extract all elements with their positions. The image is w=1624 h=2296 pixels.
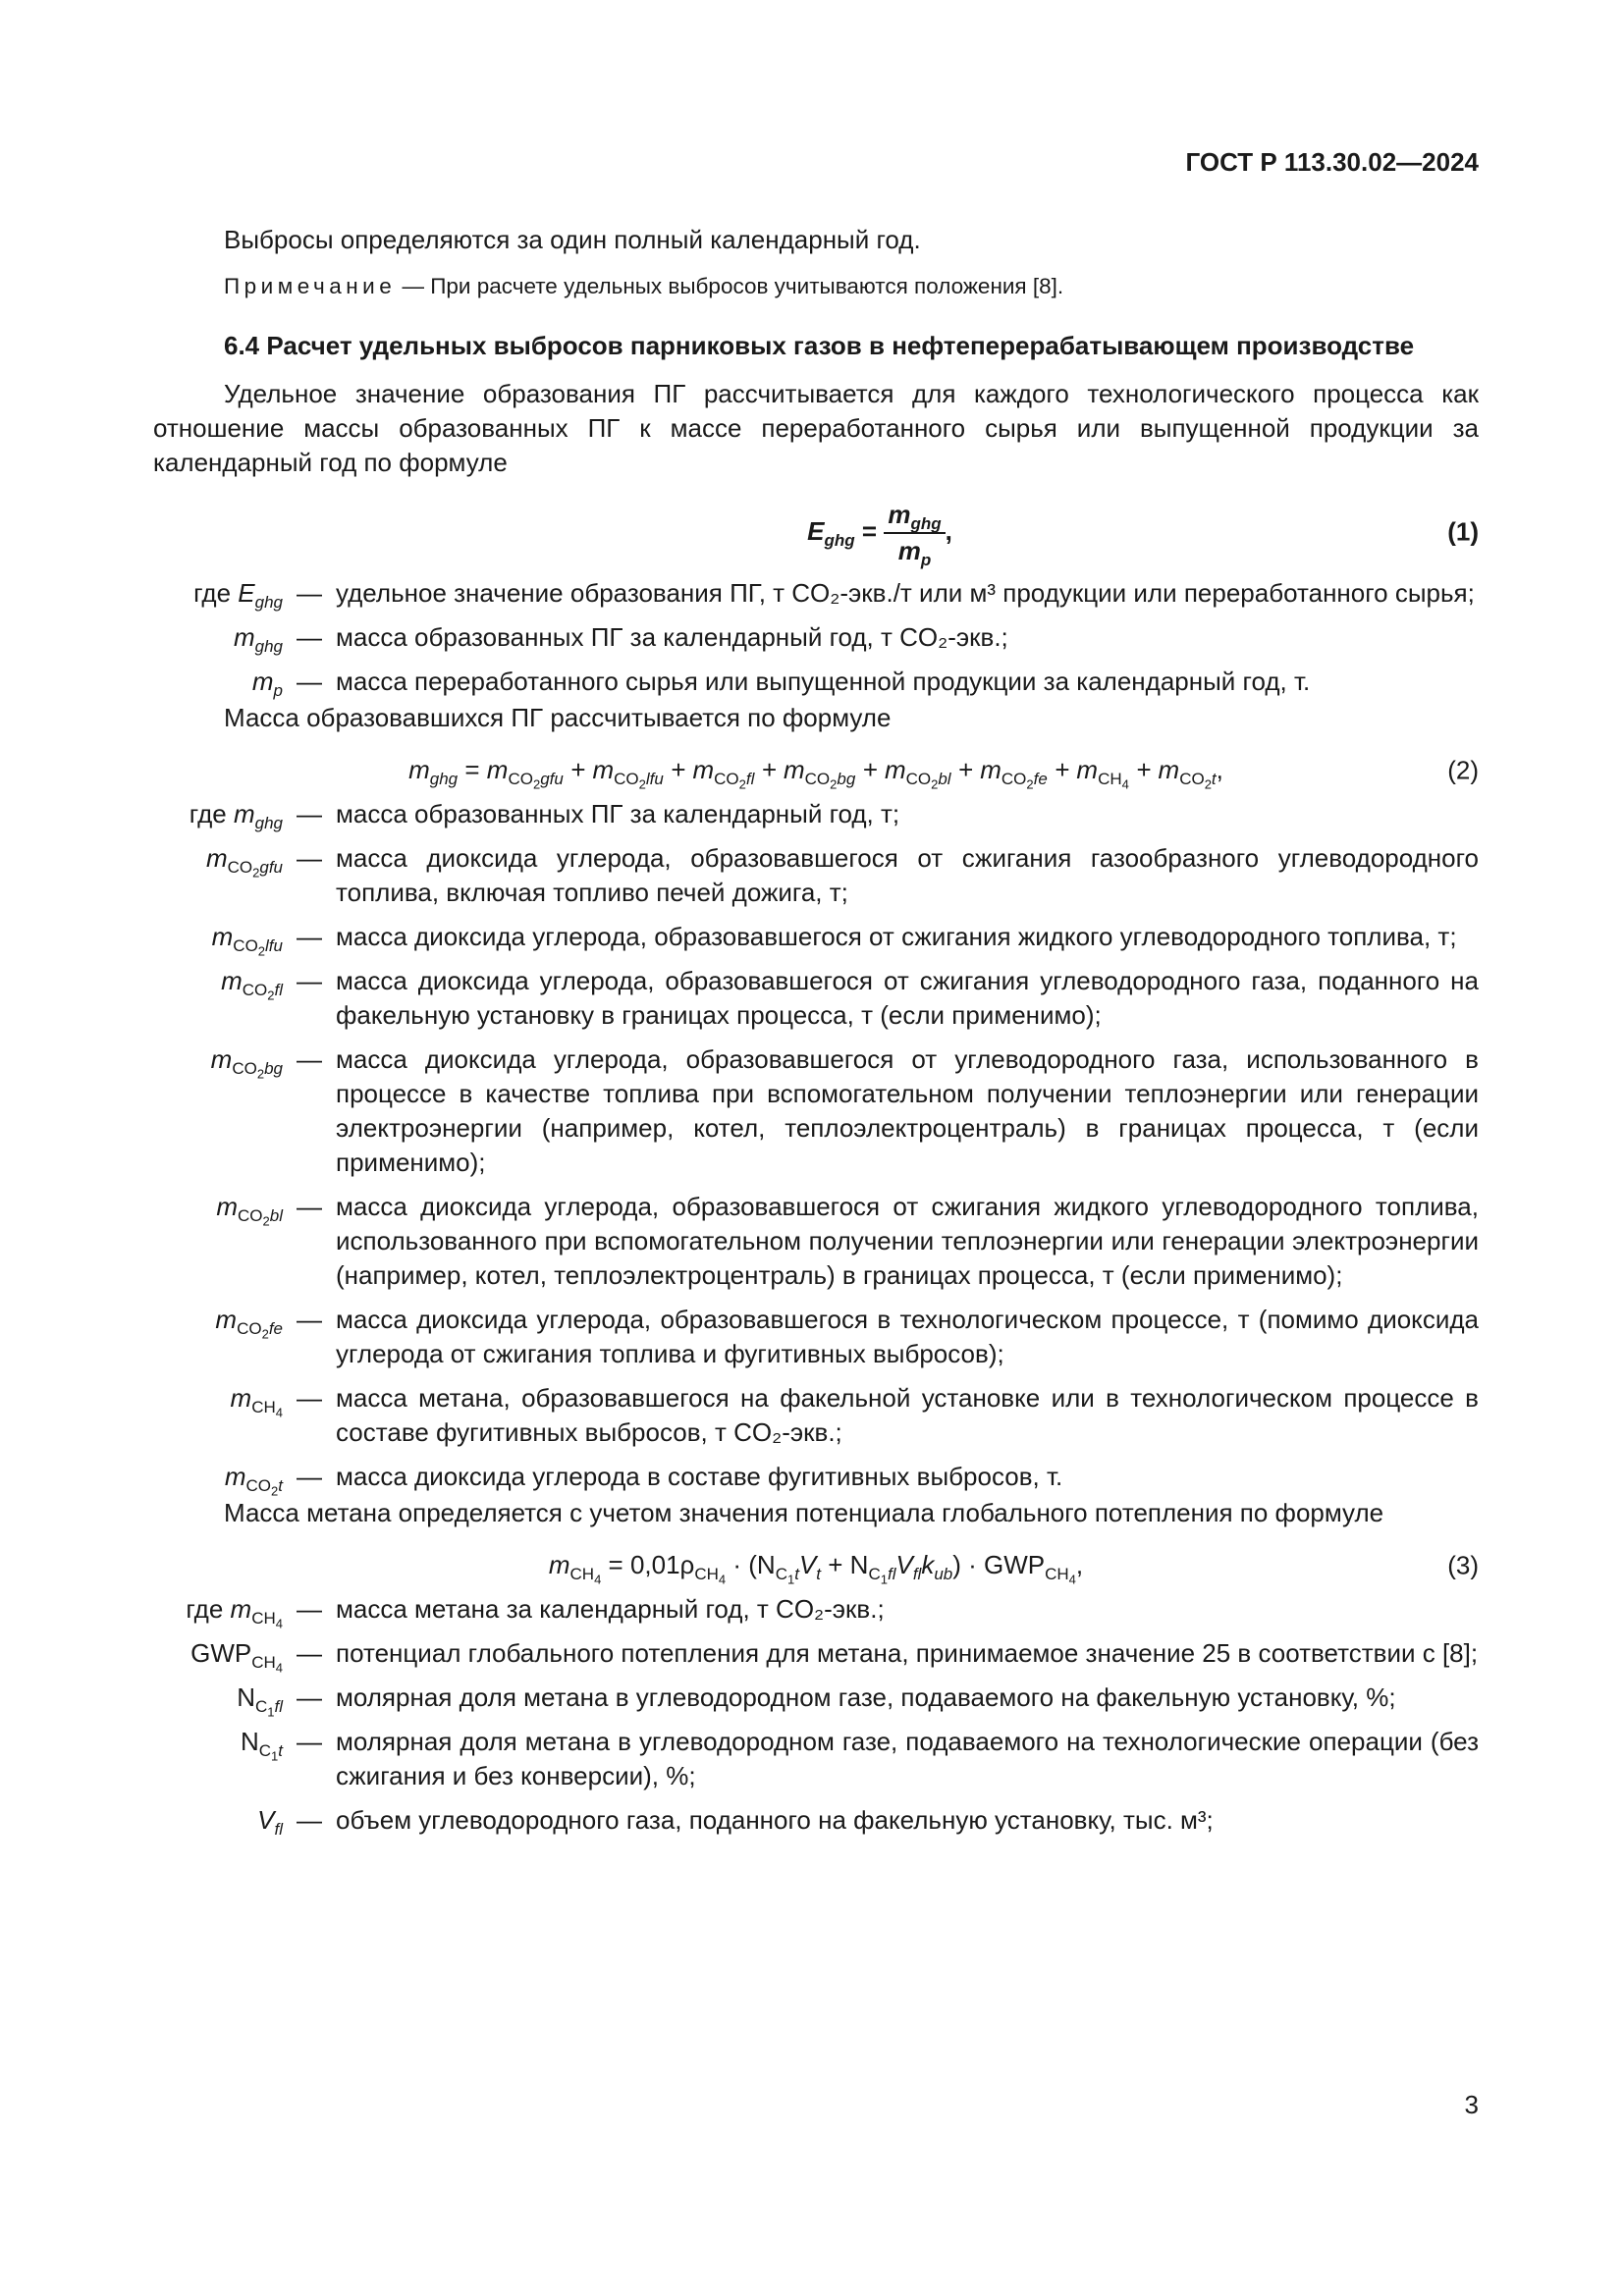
definition-row: $m_{CO_2fe}$ — масса диоксида углерода, образовавшегося в технологическом процессе, т (помимо диоксида углерода от сжигания топлива и фугитивных выбросов); xyxy=(215,1305,1479,1368)
note xyxy=(153,269,1479,303)
definition-row: где $m_{ghg}$ — масса образованных ПГ за календарный год, т; xyxy=(189,799,900,833)
paragraph-2: Масса образовавшихся ПГ рассчитывается по формуле xyxy=(224,703,892,732)
definition-row: $N_{C_1t}$ — молярная доля метана в углеводородном газе, подаваемого на технологические операции (без сжигания и без конверсии), %; xyxy=(240,1727,1479,1790)
definitions-3 xyxy=(153,1592,1479,1838)
definition-row: $m_{CO_2gfu}$ — масса диоксида углерода, образовавшегося от сжигания газообразного углеводородного топлива, включая топливо печей дожига, т; xyxy=(205,843,1479,907)
formula-3-number: (3) xyxy=(1447,1550,1479,1579)
formula-1: $E_{ghg}$ = $\frac{m_{ghg}}{m_p}$ , (1) xyxy=(807,500,1479,570)
definition-row: $m_{CO_2t}$ — масса диоксида углерода в составе фугитивных выбросов, т. xyxy=(224,1462,1063,1499)
note-label: Примечание xyxy=(224,274,397,298)
formula-2-number: (2) xyxy=(1447,755,1479,784)
definition-row: $V_{fl}$ — объем углеводородного газа, поданного на факельную установку, тыс. м³; xyxy=(257,1805,1214,1840)
definitions-2 xyxy=(153,797,1479,1499)
definition-row: $m_{CO_2bl}$ — масса диоксида углерода, образовавшегося от сжигания жидкого углеводородного топлива, использованного при вспомогательном получении теплоэнергии или генерации электроэнергии (например, котел, теплоэлектроцентраль) в границах процесса, т (если применимо); xyxy=(216,1192,1479,1290)
definition-row: $m_p$ — масса переработанного сырья или выпущенной продукции за календарный год, т. xyxy=(251,667,1311,701)
definition-row: $m_{CH_4}$ — масса метана, образовавшегося на факельной установке или в технологическом процессе в составе фугитивных выбросов, т CO₂-экв.; xyxy=(230,1383,1479,1447)
definition-row: $m_{ghg}$ — масса образованных ПГ за календарный год, т CO₂-экв.; xyxy=(233,622,1008,657)
paragraph-3: Масса метана определяется с учетом значения потенциала глобального потепления по формуле xyxy=(224,1498,1384,1527)
note-text: — При расчете удельных выбросов учитываются положения [8]. xyxy=(396,274,1064,298)
page-content xyxy=(153,223,1479,1847)
definition-row: $N_{C_1fl}$ — молярная доля метана в углеводородном газе, подаваемого на факельную установку, %; xyxy=(237,1682,1396,1720)
intro-sentence: Выбросы определяются за один полный календарный год. xyxy=(224,225,921,254)
definition-row: $GWP_{CH_4}$ — потенциал глобального потепления для метана, принимаемое значение 25 в соответствии с [8]; xyxy=(190,1638,1479,1676)
formula-2: $m_{ghg} = m_{CO_2gfu} + m_{CO_2lfu} + m_{CO_2fl} + m_{CO_2bg} + m_{CO_2bl} + m_{CO_2fe} + m_{CH_4} + m_{CO_2t}$, (2) xyxy=(408,755,1479,792)
paragraph-1: Удельное значение образования ПГ рассчитывается для каждого технологического процесса как отношение массы образованных ПГ к массе переработанного сырья или выпущенной продукции за календарный год по формуле xyxy=(153,379,1479,477)
page-number: 3 xyxy=(1464,2090,1479,2119)
standard-id: ГОСТ Р 113.30.02—2024 xyxy=(1185,147,1479,177)
formula-1-number: (1) xyxy=(1447,516,1479,547)
formula-3: $m_{CH_4} = 0,01\rho_{CH_4} \cdot (N_{C_1t}V_t + N_{C_1fl}V_{fl}k_{ub}) \cdot GWP_{CH_4}$, (3) xyxy=(548,1550,1479,1587)
definition-row: $m_{CO_2fl}$ — масса диоксида углерода, образовавшегося от сжигания углеводородного газа, поданного на факельную установку в границах процесса, т (если применимо); xyxy=(221,966,1479,1030)
definition-row: где $E_{ghg}$ — удельное значение образования ПГ, т CO₂-экв./т или м³ продукции или переработанного сырья; xyxy=(193,578,1475,613)
section-heading: 6.4 Расчет удельных выбросов парниковых газов в нефтеперерабатывающем производстве xyxy=(224,331,1415,360)
definition-row: $m_{CO_2bg}$ — масса диоксида углерода, образовавшегося от углеводородного газа, использованного в процессе в качестве топлива при вспомогательном получении теплоэнергии или генерации электроэнергии (например, котел, теплоэлектроцентраль) в границах процесса, т (если применимо); xyxy=(210,1044,1479,1177)
definitions-1 xyxy=(153,576,1479,699)
definition-row: где $m_{CH_4}$ — масса метана за календарный год, т CO₂-экв.; xyxy=(186,1594,885,1631)
definition-row: $m_{CO_2lfu}$ — масса диоксида углерода, образовавшегося от сжигания жидкого углеводородного топлива, т; xyxy=(211,922,1457,959)
